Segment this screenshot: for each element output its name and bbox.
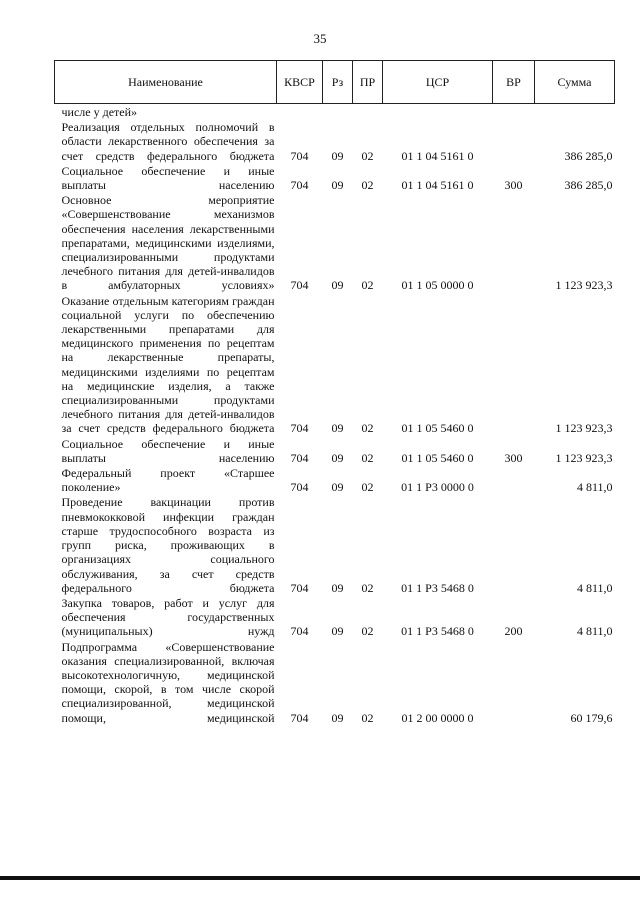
row-kvsr: 704 [290, 624, 309, 639]
row-name: Оказание отдельным категориям граждан социальной услуги по обеспечению лекарственными препаратами для медицинского применения по рецептам на лекарственные препараты, медицинскими изделиями по рецептам на медицинские изделия, а также специализированными продуктами лечебного питания для детей-инвалидов за счет средств федерального бюджета [61, 293, 275, 436]
row-vr [493, 465, 535, 494]
row-name: числе у детей» [61, 105, 138, 119]
row-rz: 09 [331, 421, 344, 436]
table-row [55, 104, 615, 120]
row-csr: 01 2 00 0000 0 [401, 710, 474, 725]
row-csr: 01 1 04 5161 0 [401, 178, 474, 193]
row-sum: 1 123 923,3 [555, 421, 613, 436]
row-rz: 09 [331, 480, 344, 495]
table-row [55, 119, 615, 163]
row-csr: 01 1 05 5460 0 [401, 450, 474, 465]
row-name: Социальное обеспечение и иные выплаты населению [61, 163, 275, 193]
row-kvsr: 704 [290, 278, 309, 293]
row-kvsr: 704 [290, 710, 309, 725]
header-kvsr: КВСР [277, 61, 323, 104]
row-sum [535, 104, 615, 120]
row-pr: 02 [361, 710, 374, 725]
header-rz: Рз [323, 61, 353, 104]
header-pr: ПР [353, 61, 383, 104]
page-bottom-rule [0, 876, 640, 880]
table-row [55, 163, 615, 192]
row-vr [493, 494, 535, 594]
row-name: Федеральный проект «Старшее поколение» [61, 466, 275, 495]
row-pr: 02 [361, 421, 374, 436]
row-csr: 01 1 P3 5468 0 [401, 624, 474, 639]
row-vr [493, 119, 535, 163]
table-row [55, 595, 615, 639]
page-number: 35 [313, 31, 327, 46]
row-kvsr: 704 [290, 480, 309, 495]
table-row [55, 436, 615, 465]
budget-table [54, 60, 615, 725]
row-rz: 09 [331, 450, 344, 465]
header-vr: ВР [493, 61, 535, 104]
row-pr: 02 [361, 178, 374, 193]
table-row [55, 465, 615, 494]
table-row [55, 494, 615, 594]
row-rz [323, 104, 353, 120]
row-csr: 01 1 04 5161 0 [401, 148, 474, 163]
row-sum: 4 811,0 [576, 580, 613, 595]
row-sum: 386 285,0 [564, 178, 613, 193]
row-vr [493, 192, 535, 292]
row-sum: 4 811,0 [576, 624, 613, 639]
row-pr: 02 [361, 624, 374, 639]
row-sum: 4 811,0 [576, 480, 613, 495]
table-row [55, 192, 615, 292]
header-csr: ЦСР [383, 61, 493, 104]
table-body [55, 104, 615, 725]
table-row [55, 639, 615, 725]
row-pr: 02 [361, 278, 374, 293]
row-sum: 1 123 923,3 [555, 450, 613, 465]
row-csr: 01 1 05 0000 0 [401, 278, 474, 293]
row-rz: 09 [331, 148, 344, 163]
row-vr [493, 293, 535, 436]
row-vr: 300 [504, 178, 523, 193]
row-csr: 01 1 05 5460 0 [401, 421, 474, 436]
row-pr [353, 104, 383, 120]
row-name: Реализация отдельных полномочий в области лекарственного обеспечения за счет средств федерального бюджета [61, 120, 275, 163]
row-kvsr: 704 [290, 421, 309, 436]
row-vr: 300 [504, 450, 523, 465]
row-sum: 386 285,0 [564, 148, 613, 163]
row-csr: 01 1 P3 5468 0 [401, 580, 474, 595]
row-sum: 60 179,6 [570, 710, 613, 725]
row-csr [383, 104, 493, 120]
row-name: Основное мероприятие «Совершенствование механизмов обеспечения населения лекарственными препаратами, медицинскими изделиями, специализированными продуктами лечебного питания для детей-инвалидов в амбулаторных условиях» [61, 193, 275, 293]
row-kvsr [277, 104, 323, 120]
row-vr [493, 104, 535, 120]
row-pr: 02 [361, 148, 374, 163]
row-kvsr: 704 [290, 178, 309, 193]
row-name: Закупка товаров, работ и услуг для обеспечения государственных (муниципальных) нужд [61, 595, 275, 639]
row-name: Социальное обеспечение и иные выплаты населению [61, 436, 275, 465]
row-vr: 200 [504, 624, 523, 639]
header-name: Наименование [55, 61, 277, 104]
row-kvsr: 704 [290, 580, 309, 595]
row-name: Подпрограмма «Совершенствование оказания специализированной, включая высокотехнологичную, медицинской помощи, скорой, в том числе скорой специализированной, медицинской помощи, медицинской [61, 639, 275, 725]
header-sum: Сумма [535, 61, 615, 104]
table-row [55, 293, 615, 436]
row-sum: 1 123 923,3 [555, 278, 613, 293]
row-kvsr: 704 [290, 450, 309, 465]
row-pr: 02 [361, 580, 374, 595]
row-pr: 02 [361, 450, 374, 465]
row-rz: 09 [331, 278, 344, 293]
row-csr: 01 1 P3 0000 0 [401, 480, 474, 495]
row-rz: 09 [331, 710, 344, 725]
row-kvsr: 704 [290, 148, 309, 163]
row-name: Проведение вакцинации против пневмококковой инфекции граждан старше трудоспособного возраста из групп риска, проживающих в организациях социального обслуживания, за счет средств федерального бюджета [61, 495, 275, 595]
row-rz: 09 [331, 624, 344, 639]
row-vr [493, 639, 535, 725]
row-rz: 09 [331, 178, 344, 193]
row-rz: 09 [331, 580, 344, 595]
row-pr: 02 [361, 480, 374, 495]
table-header [55, 61, 615, 104]
